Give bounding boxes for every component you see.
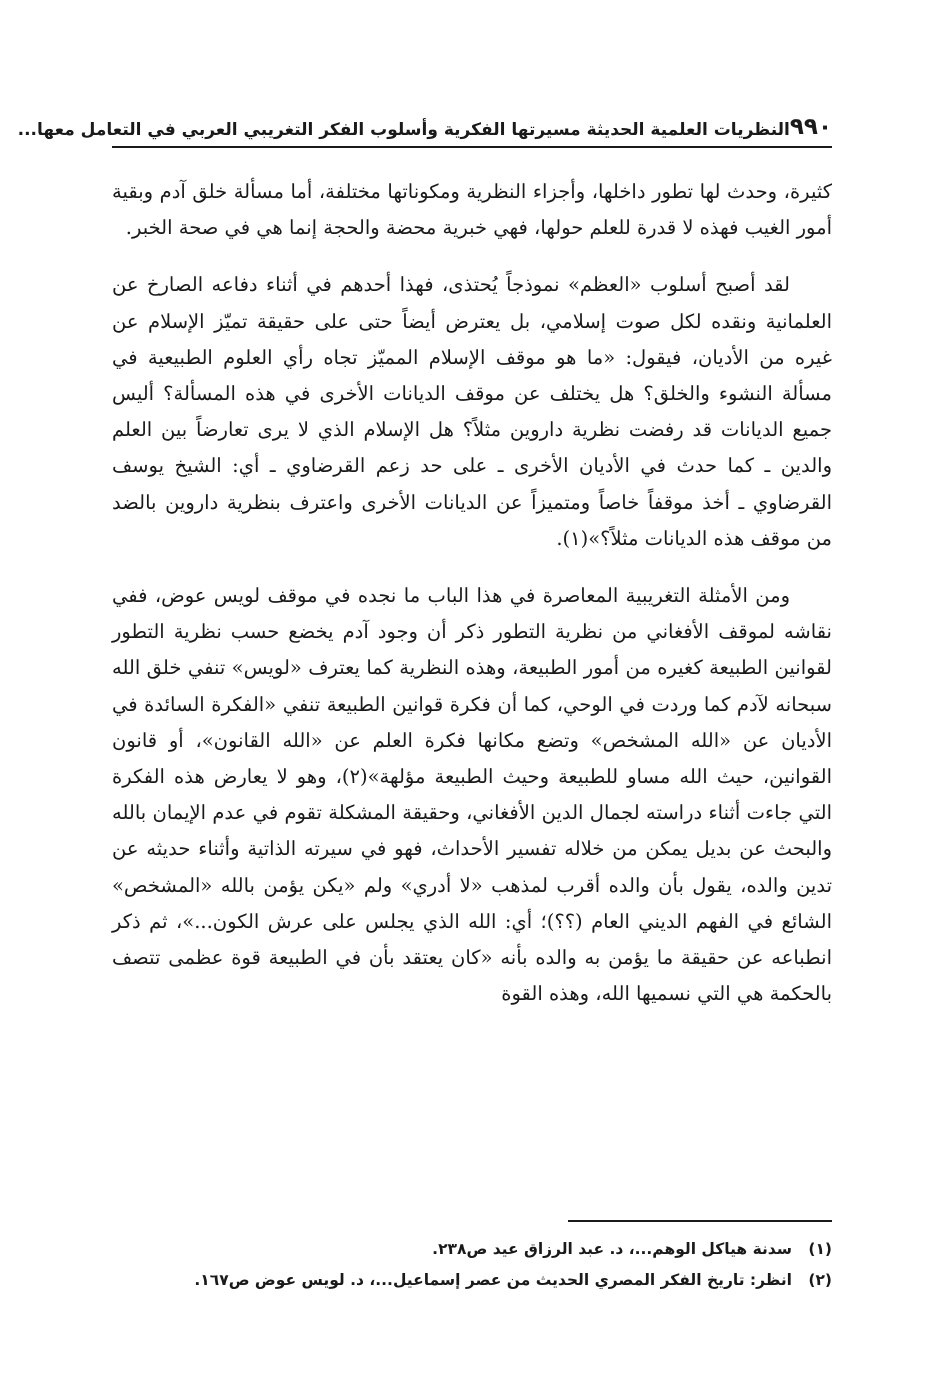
body-text (112, 174, 832, 1033)
footnote-separator (568, 1220, 832, 1222)
footnote-2 (112, 1265, 832, 1296)
footnote-2-text: انظر: تاريخ الفكر المصري الحديث من عصر إسماعيل...، د. لويس عوض ص١٦٧. (194, 1271, 792, 1289)
paragraph-3: ومن الأمثلة التغريبية المعاصرة في هذا الباب ما نجده في موقف لويس عوض، ففي نقاشه لموقف الأفغاني من نظرية التطور ذكر أن وجود آدم يخضع حسب نظرية التطور لقوانين الطبيعة كغيره من أمور الطبيعة، وهذه النظرية كما يعترف «لويس» تنفي خلق الله سبحانه لآدم كما وردت في الوحي، كما أن فكرة قوانين الطبيعة تنفي «الفكرة السائدة في الأديان عن «الله المشخص» وتضع مكانها فكرة العلم عن «الله القانون»، أو قانون القوانين، حيث الله مساو للطبيعة وحيث الطبيعة مؤلهة»(٢)، وهو لا يعارض هذه الفكرة التي جاءت أثناء دراسته لجمال الدين الأفغاني، وحقيقة المشكلة تقوم في عدم الإيمان بالله والبحث عن بديل يمكن من خلاله تفسير الأحداث، فهو في سيرته الذاتية وأثناء حديثه عن تدين والده، يقول بأن والده أقرب لمذهب «لا أدري» ولم «يكن يؤمن بالله «المشخص» الشائع في الفهم الديني العام (؟؟)؛ أي: الله الذي يجلس على عرش الكون...»، ثم ذكر انطباعه عن حقيقة ما يؤمن به والده بأنه «كان يعتقد بأن في الطبيعة قوة عظمى تتصف بالحكمة هي التي نسميها الله، وهذه القوة (112, 584, 833, 1006)
paragraph-2: لقد أصبح أسلوب «العظم» نموذجاً يُحتذى، فهذا أحدهم في أثناء دفاعه الصارخ عن العلمانية ونقده لكل صوت إسلامي، بل يعترض أيضاً حتى على حقيقة تميّز الإسلام عن غيره من الأديان، فيقول: «ما هو موقف الإسلام المميّز تجاه رأي العلوم الطبيعية في مسألة النشوء والخلق؟ هل يختلف عن موقف الديانات الأخرى في هذه المسألة؟ أليس جميع الديانات قد رفضت نظرية داروين مثلاً؟ هل الإسلام الذي لا يرى تعارضاً بين العلم والدين ـ كما حدث في الأديان الأخرى ـ على حد زعم القرضاوي ـ أي: الشيخ يوسف القرضاوي ـ أخذ موقفاً خاصاً ومتميزاً عن الديانات الأخرى واعترف بنظرية داروين بالضد من موقف هذه الديانات مثلاً؟»(١). (112, 273, 832, 550)
footnote-1-text: سدنة هياكل الوهم...، د. عبد الرزاق عيد ص٢٣٨. (432, 1240, 792, 1258)
paragraph-1: كثيرة، وحدث لها تطور داخلها، وأجزاء النظرية ومكوناتها مختلفة، أما مسألة خلق آدم وبقية أمور الغيب فهذه لا قدرة للعلم حولها، فهي خبرية محضة والحجة إنما هي في صحة الخبر. (112, 180, 832, 240)
footnotes (112, 1234, 832, 1296)
footnote-1 (112, 1234, 832, 1265)
footnote-2-number: (٢) (808, 1271, 832, 1289)
footnote-1-number: (١) (808, 1240, 832, 1258)
running-header-title: النظريات العلمية الحديثة مسيرتها الفكرية وأسلوب الفكر التغريبي العربي في التعامل معها... (17, 120, 790, 140)
running-header (17, 112, 832, 148)
page-number: ٩٩٠ (789, 114, 832, 140)
